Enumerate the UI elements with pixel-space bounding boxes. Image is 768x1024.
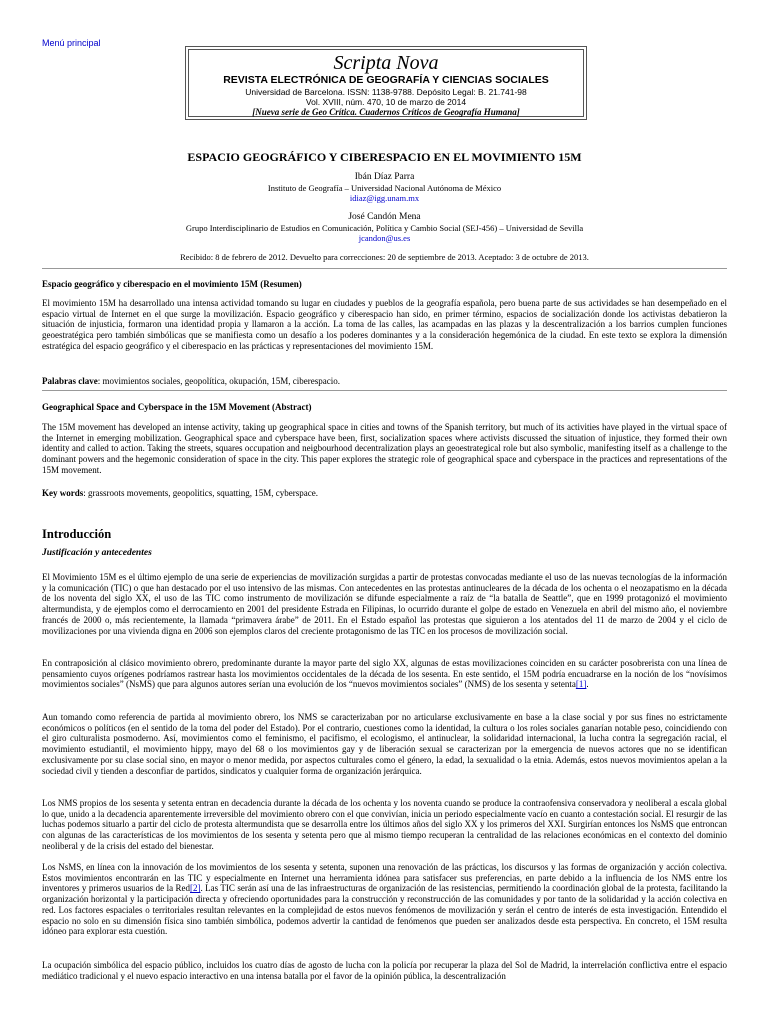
paragraph-text: En contraposición al clásico movimiento obrero, predominante durante la mayor parte del siglo XX, algunas de estas movilizaciones coinciden en su carácter posobrerista con una línea de pensamiento cuyos orígenes podríamos rastrear hasta los movimientos occidentales de la década de los sesenta. En este sentido, el 15M podría encuadrarse en la noción de los “novísimos movimientos sociales” (NsMS) que para algunos autores serían una evolución de los “nuevos movimientos sociales” (NMS) de los sesenta y setenta <box>42 658 727 690</box>
abstract-text: The 15M movement has developed an intense activity, taking up geographical space in cities and towns of the Spanish territory, but much of its activities have played in the virtual space of the Internet in emerging mobilization. Geographical space and cyberspace have been, first, socialization spaces where activists discussed the situation of injustice, they formed their own identity and called to action. Taking the streets, squares occupation and neigbourhood decentralization plays an geoestrategical role but also symbolic, manifesting itself as a challenge to the dominant powers and the hegemonic consideration of space in the city. This paper explores the strategic role of geographical space and cyberspace in the practices and representations of the 15M movement. <box>42 422 727 475</box>
divider <box>42 390 727 391</box>
palabras-clave <box>42 376 727 387</box>
abstract-heading: Geographical Space and Cyberspace in the 15M Movement (Abstract) <box>42 402 312 412</box>
author-affiliation: Instituto de Geografía – Universidad Nacional Autónoma de México <box>267 182 502 193</box>
keywords-label: Palabras clave <box>42 376 98 386</box>
journal-title: Scripta Nova <box>333 52 439 74</box>
keywords-text: : movimientos sociales, geopolítica, okupación, 15M, ciberespacio. <box>97 376 340 386</box>
paragraph-text-end: . Las TIC serán así una de las infraestructuras de organización de las resistencias, permitiendo la coordinación global de la protesta, facilitando la organización horizontal y la participación directa y ofreciendo oportunidades para la construcción y reconstrucción de las comunidades y por tanto de la solidaridad y la acción colectiva en red. Los factores espaciales o territoriales resultan relevantes en la complejidad de estos nuevos fenómenos de movilización y serán el centro de interés de esta investigación. Entendido el espacio no solo en su dimensión física sino también simbólica, podemos advertir la cantidad de fenómenos que pueden ser analizados desde esta perspectiva. En concreto, el 15M resulta idóneo para explorar esta cuestión. <box>42 883 727 937</box>
author-name: Ibán Díaz Parra <box>354 172 415 182</box>
author-email-link[interactable]: idiaz@igg.unam.mx <box>349 193 420 203</box>
main-menu-link[interactable]: Menú principal <box>42 38 101 48</box>
section-heading-introduccion: Introducción <box>42 527 112 541</box>
journal-volume: Vol. XVIII, núm. 470, 10 de marzo de 2014 <box>305 97 467 107</box>
body-paragraph-2 <box>42 658 727 690</box>
journal-publisher: Universidad de Barcelona. ISSN: 1138-9788. Depósito Legal: B. 21.741-98 <box>245 87 527 97</box>
author-name: José Candón Mena <box>348 212 421 222</box>
body-paragraph-1: El Movimiento 15M es el último ejemplo de una serie de experiencias de movilización surgidas a partir de protestas convocadas mediante el uso de las nuevas tecnologías de la información y la comunicación (TIC) o que han destacado por el uso intensivo de las mismas. Con antecedentes en las protestas antinucleares de la década de los ochenta o el neozapatismo en la década de los noventa del siglo XX, el uso de las TIC como instrumento de movilización se difunde especialmente a raíz de “la batalla de Seattle”, que en 1999 protagonizó el movimiento altermundista, y de ejemplos como el derrocamiento en 2001 del presidente Estrada en Filipinas, lo ocurrido durante el golpe de estado en Venezuela en abril del mismo año, el noviembre francés de 2000 o, más recientemente, la llamada “primavera árabe” de 2011. En el Estado español las protestas que siguieron a los atentados del 11 de marzo de 2004 y el ciclo de movilizaciones por una vivienda digna en 2006 son ejemplos claros del creciente protagonismo de las TIC en los procesos de movilización social. <box>42 572 727 636</box>
resumen-heading: Espacio geográfico y ciberespacio en el movimiento 15M (Resumen) <box>42 279 302 289</box>
resumen-text: El movimiento 15M ha desarrollado una intensa actividad tomando su lugar en ciudades y pueblos de la geografía española, pero buena parte de sus actividades se han desempeñado en el espacio virtual de Internet en el que surge la movilización. Espacio geográfico y ciberespacio han sido, en primer término, espacios de socialización donde los activistas debatieron la situación de injusticia, formaron una identidad propia y llamaron a la acción. La toma de las calles, las acampadas en las plazas y la descentralización a los barrios cumplen funciones geoestratégica pero también simbólicas que se manifiesta como un desafío a los poderes dominantes y a la consideración hegemónica de la ciudad. En este texto se explora la dimensión estratégica del espacio geográfico y el ciberespacio en las prácticas y representaciones del movimiento 15M. <box>42 298 727 351</box>
body-paragraph-5 <box>42 862 727 937</box>
author-affiliation: Grupo Interdisciplinario de Estudios en Comunicación, Política y Cambio Social (SEJ-456) – Universidad de Sevilla <box>185 222 584 233</box>
article-title: ESPACIO GEOGRÁFICO Y CIBERESPACIO EN EL MOVIMIENTO 15M <box>187 150 582 164</box>
journal-series: [Nueva serie de Geo Crítica. Cuadernos Críticos de Geografía Humana] <box>252 107 520 117</box>
footnote-link-1[interactable]: [1] <box>575 679 587 690</box>
journal-subtitle: REVISTA ELECTRÓNICA DE GEOGRAFÍA Y CIENCIAS SOCIALES <box>223 74 549 86</box>
journal-masthead <box>188 49 584 117</box>
body-paragraph-4: Los NMS propios de los sesenta y setenta entran en decadencia durante la década de los ochenta y los noventa cuando se produce la contraofensiva conservadora y neoliberal a escala global lo que, unido a la decadencia aparentemente irreversible del movimiento obrero con el que convivían, inicia un periodo especialmente vacío en cuanto a contestación social. El resurgir de las luchas podemos situarlo a partir del ciclo de protesta altermundista que se desarrolla entre los últimos años del siglo XX y los primeros del XXI. Surgirían entonces los NsMS que entroncan con algunas de las características de los movimientos de los sesenta y setenta pero que al mismo tiempo recuperan la centralidad de las relaciones económicas en el contexto del dominio neoliberal y de la crisis del estado del bienestar. <box>42 798 727 851</box>
body-paragraph-3: Aun tomando como referencia de partida al movimiento obrero, los NMS se caracterizaban por no articularse exclusivamente en base a la clase social y por sus fines no estrictamente económicos o políticos (en el sentido de la toma del poder del Estado). Por el contrario, cuestiones como la identidad, la cultura o los roles sociales ganarían notable peso, coincidiendo con el giro culturalista posmoderno. Así, movimientos como el feminismo, el pacifismo, el ecologismo, el antinuclear, la solidaridad internacional, la lucha contra la segregación racial, el movimiento estudiantil, el movimiento hippy, mayo del 68 o los movimientos gay y de liberación sexual se caracterizan por la emergencia de nuevos actores que no se identifican exclusivamente por su clase social sino, en mayor o menor medida, por aspectos culturales como el género, la edad, la sexualidad o la etnia. Además, estos nuevos movimientos apelan a la sociedad civil y tienden a desconfiar de partidos, sindicatos y cualquier forma de organización jerárquica. <box>42 712 727 776</box>
key-words <box>42 488 727 499</box>
keywords-text: : grassroots movements, geopolitics, squatting, 15M, cyberspace. <box>83 488 318 498</box>
received-dates: Recibido: 8 de febrero de 2012. Devuelto para correcciones: 20 de septiembre de 2013. Aceptado: 3 de octubre de 2013. <box>180 252 589 262</box>
body-paragraph-6: La ocupación simbólica del espacio público, incluidos los cuatro días de agosto de lucha con la policía por recuperar la plaza del Sol de Madrid, la interrelación conflictiva entre el espacio mediático tradicional y el nuevo espacio interactivo en una intensa batalla por el favor de la opinión pública, la descentralización <box>42 960 727 981</box>
paragraph-text-end: . <box>586 679 589 690</box>
subsection-heading: Justificación y antecedentes <box>42 548 152 558</box>
author-block-2 <box>42 212 727 244</box>
author-email-link[interactable]: jcandon@us.es <box>358 233 411 243</box>
author-block-1 <box>42 172 727 204</box>
divider <box>42 268 727 269</box>
keywords-label: Key words <box>42 488 84 498</box>
footnote-link-2[interactable]: [2] <box>190 883 201 894</box>
paragraph-text: Los NsMS, en línea con la innovación de los movimientos de los sesenta y setenta, suponen una renovación de las prácticas, los discursos y las formas de organización y acción colectiva. Estos movimientos encontrarán en las TIC y especialmente en Internet una herramienta idónea para satisfacer sus preferencias, en parte debido a la influencia de los NMS entre los inventores y primeros usuarios de la Red <box>42 862 727 894</box>
